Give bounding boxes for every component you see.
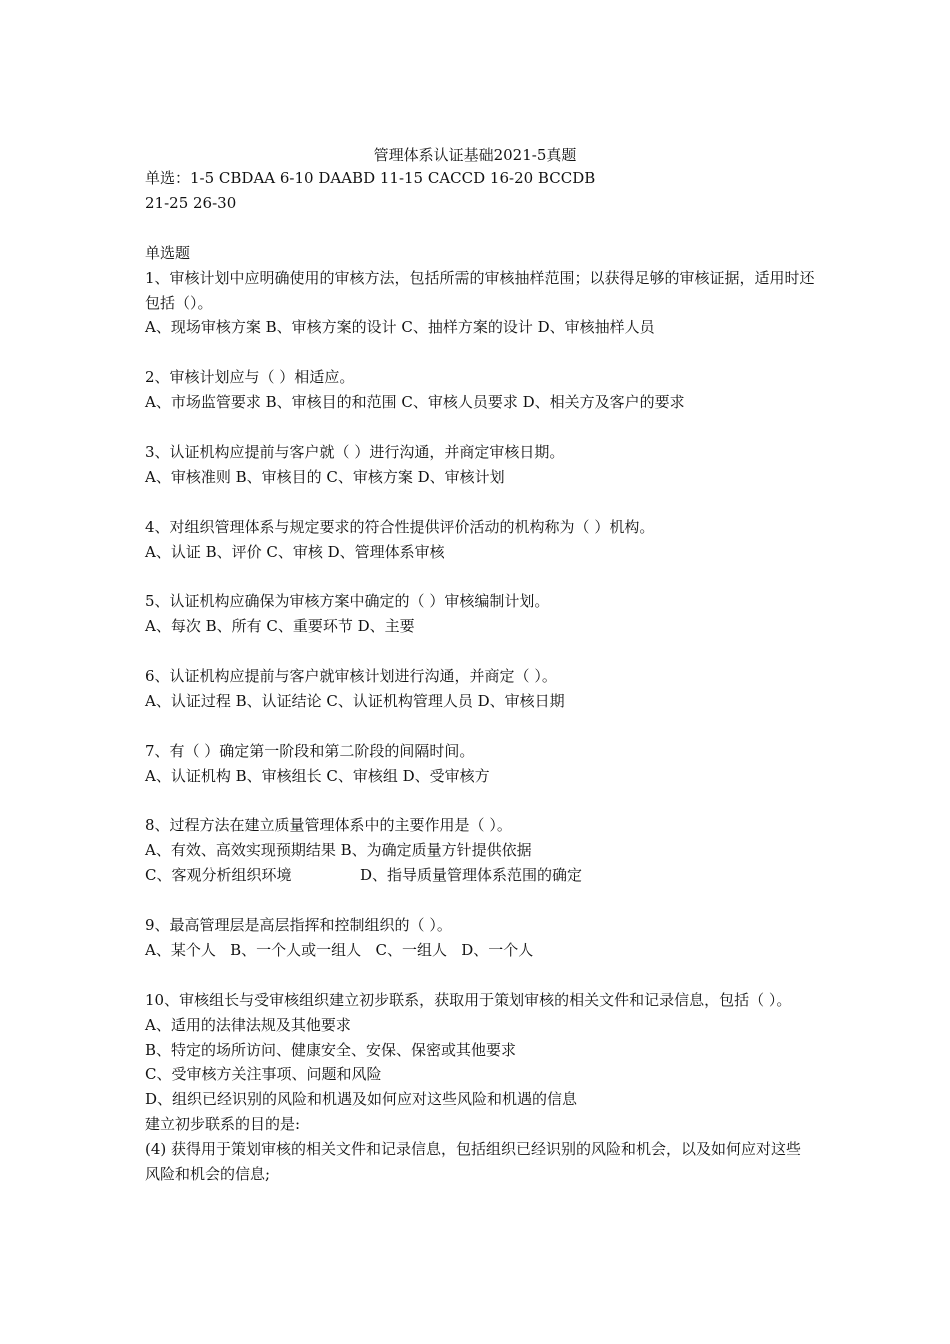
question-10-note-heading: 建立初步联系的目的是: [145, 1115, 301, 1134]
question-10-option-d: D、组织已经识别的风险和机遇及如何应对这些风险和机遇的信息 [145, 1090, 578, 1109]
question-10-option-b: B、特定的场所访问、健康安全、安保、保密或其他要求 [145, 1040, 517, 1059]
question-8-stem: 8、过程方法在建立质量管理体系中的主要作用是（ ）。 [145, 816, 512, 835]
question-9-stem: 9、最高管理层是高层指挥和控制组织的（ ）。 [145, 916, 452, 935]
question-8-options-row-2 [145, 863, 815, 888]
question-5-options: A、每次 B、所有 C、重要环节 D、主要 [145, 617, 415, 636]
question-7-stem: 7、有（ ）确定第一阶段和第二阶段的间隔时间。 [145, 741, 475, 760]
answer-key-line-1: 单选：1-5 CBDAA 6-10 DAABD 11-15 CACCD 16-20 BCCDB [145, 169, 596, 187]
question-2-options: A、市场监管要求 B、审核目的和范围 C、审核人员要求 D、相关方及客户的要求 [145, 393, 685, 412]
question-1-options: A、现场审核方案 B、审核方案的设计 C、抽样方案的设计 D、审核抽样人员 [145, 318, 655, 337]
question-3-stem: 3、认证机构应提前与客户就（ ）进行沟通，并商定审核日期。 [145, 442, 565, 461]
question-8-option-b: B、为确定质量方针提供依据 [340, 841, 532, 860]
answer-key-line-2: 21-25 26-30 [145, 193, 237, 212]
question-5-stem: 5、认证机构应确保为审核方案中确定的（ ）审核编制计划。 [145, 592, 550, 611]
question-6-options: A、认证过程 B、认证结论 C、认证机构管理人员 D、审核日期 [145, 691, 565, 710]
document-title: 管理体系认证基础2021-5真题 [373, 146, 577, 164]
question-8-option-c: C、客观分析组织环境 [145, 866, 292, 885]
question-4-options: A、认证 B、评价 C、审核 D、管理体系审核 [145, 542, 445, 561]
document-body [145, 166, 815, 1187]
question-10-note-text: (4) 获得用于策划审核的相关文件和记录信息，包括组织已经识别的风险和机会，以及如何应对这些风险和机会的信息; [145, 1140, 802, 1184]
question-8-option-a: A、有效、高效实现预期结果 [145, 841, 336, 860]
question-10-stem: 10、审核组长与受审核组织建立初步联系，获取用于策划审核的相关文件和记录信息，包括（ ）。 [145, 990, 792, 1009]
question-3-options: A、审核准则 B、审核目的 C、审核方案 D、审核计划 [145, 467, 505, 486]
question-2-stem: 2、审核计划应与（ ）相适应。 [145, 368, 355, 387]
question-8-options-row-1 [145, 838, 815, 863]
question-10-option-c: C、受审核方关注事项、问题和风险 [145, 1065, 382, 1084]
question-6-stem: 6、认证机构应提前与客户就审核计划进行沟通，并商定（ ）。 [145, 667, 557, 686]
question-4-stem: 4、对组织管理体系与规定要求的符合性提供评价活动的机构称为（ ）机构。 [145, 517, 655, 536]
section-heading: 单选题 [145, 243, 191, 262]
question-7-options: A、认证机构 B、审核组长 C、审核组 D、受审核方 [145, 766, 490, 785]
question-10-option-a: A、适用的法律法规及其他要求 [145, 1015, 351, 1034]
question-9-options: A、某个人 B、一个人或一组人 C、一组人 D、一个人 [145, 940, 534, 959]
question-8-option-d: D、指导质量管理体系范围的确定 [360, 866, 583, 885]
question-1-stem: 1、审核计划中应明确使用的审核方法，包括所需的审核抽样范围；以获得足够的审核证据，适用时还包括（）。 [145, 268, 815, 312]
